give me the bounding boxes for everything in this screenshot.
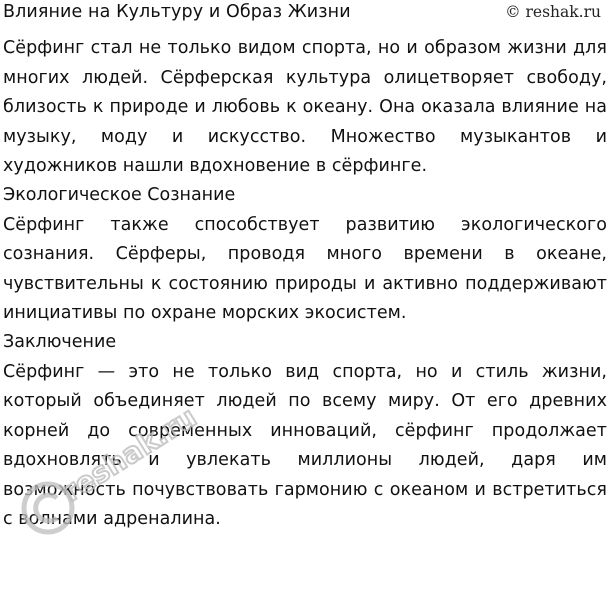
- paragraph-culture: Сёрфинг стал не только видом спорта, но и образом жизни для многих людей. Сёрферская культура олицетворяет свободу, близость к природе и любовь к океану. Она оказала влияние на музыку, моду и искусство. Множество музыкантов и художников нашли вдохновение в сёрфинге.: [3, 38, 607, 176]
- document-page: [3, 2, 607, 535]
- section-heading-conclusion: Заключение: [3, 331, 117, 352]
- paragraph-conclusion: Сёрфинг — это не только вид спорта, но и стиль жизни, который объединяет людей по всему миру. От его древних корней до современных инноваций, сёрфинг продолжает вдохновлять и увлекать миллионы людей, даря им возможность почувствовать гармонию с океаном и встретиться с волнами адреналина.: [3, 361, 607, 529]
- watermark-text: reshak.ru: [56, 400, 203, 509]
- section-heading-ecology: Экологическое Сознание: [3, 184, 236, 205]
- paragraph-ecology: Сёрфинг также способствует развитию экологического сознания. Сёрферы, проводя много времени в океане, чувствительны к состоянию природы и активно поддерживают инициативы по охране морских экосистем.: [3, 214, 607, 323]
- site-copyright-mark: © reshak.ru: [505, 3, 601, 21]
- header-row: [3, 2, 607, 26]
- page-title: Влияние на Культуру и Образ Жизни: [3, 2, 351, 22]
